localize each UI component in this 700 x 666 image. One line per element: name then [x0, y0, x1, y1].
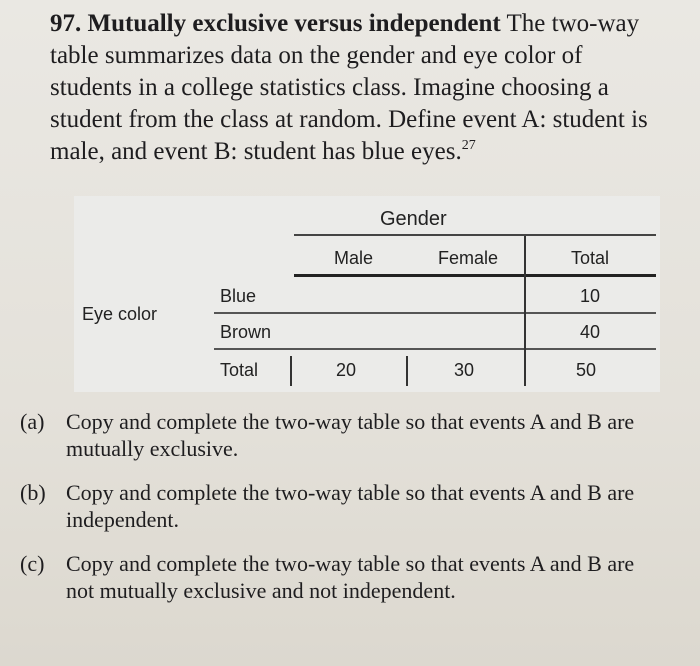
part-c — [20, 550, 660, 604]
part-b — [20, 479, 660, 533]
problem-title: Mutually exclusive versus independent — [87, 10, 501, 37]
row-rule-top — [294, 274, 656, 277]
part-b-label: (b) — [20, 480, 46, 505]
problem-body: The two-way table summarizes data on the gender and eye color of students in a college statistics class. Imagine choosing a student from the class at random. Define event A: student is male, and event B: student has blue eyes. — [50, 10, 648, 165]
row-rule-2 — [214, 348, 656, 350]
column-header-total: Total — [571, 248, 610, 268]
exercise-parts — [20, 408, 660, 621]
two-way-table — [74, 196, 660, 392]
column-group-label: Gender — [380, 208, 447, 230]
column-divider-total — [524, 236, 526, 386]
problem-number: 97. — [50, 10, 82, 37]
column-header-female: Female — [438, 248, 499, 268]
row-label-brown: Brown — [220, 322, 272, 342]
part-a — [20, 408, 660, 462]
cell-total-total: 50 — [576, 360, 597, 380]
row-rule-1 — [214, 312, 656, 314]
part-a-label: (a) — [20, 409, 45, 434]
problem-statement — [50, 8, 670, 168]
part-b-text: Copy and complete the two-way table so that events A and B are independent. — [66, 480, 635, 532]
cell-total-male: 20 — [336, 360, 357, 380]
part-c-text: Copy and complete the two-way table so that events A and B are not mutually exclusive and not independent. — [66, 551, 635, 603]
header-rule — [294, 234, 656, 236]
column-divider-1 — [290, 356, 292, 386]
footnote-marker: 27 — [461, 138, 476, 153]
part-c-label: (c) — [20, 551, 45, 576]
row-group-label: Eye color — [82, 304, 158, 324]
cell-total-female: 30 — [454, 360, 475, 380]
column-header-male: Male — [334, 248, 374, 268]
cell-brown-total: 40 — [580, 322, 601, 342]
column-divider-2 — [406, 356, 408, 386]
cell-blue-total: 10 — [580, 286, 601, 306]
row-label-total: Total — [220, 360, 259, 380]
part-a-text: Copy and complete the two-way table so that events A and B are mutually exclusive. — [66, 409, 635, 461]
row-label-blue: Blue — [220, 286, 257, 306]
